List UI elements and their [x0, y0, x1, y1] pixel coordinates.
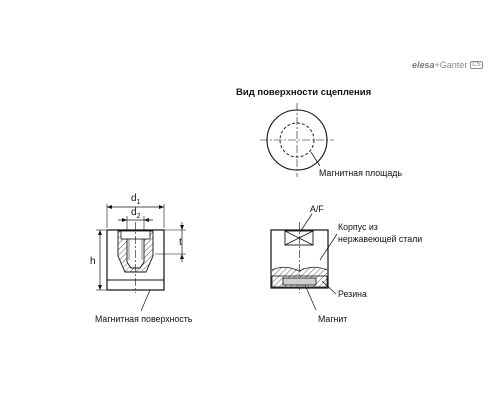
label-magnetic-surface: Магнитная поверхность	[95, 314, 193, 324]
magnet	[283, 278, 316, 285]
dim-d1: $d_1$	[131, 193, 141, 206]
label-housing-line2: нержавеющей стали	[338, 234, 423, 244]
label-af: A/F	[310, 204, 324, 214]
label-rubber: Резина	[338, 289, 367, 299]
brand-name-part1: elesa	[412, 60, 435, 70]
contact-surface-view	[260, 103, 334, 177]
leader-af	[300, 214, 312, 232]
housing-hatch	[272, 268, 327, 276]
leader-magnetic-surface	[141, 290, 150, 311]
dim-t: t	[179, 237, 182, 248]
side-view	[271, 214, 337, 310]
dim-d2: $d_2$	[131, 207, 141, 220]
label-housing-line1: Корпус из	[338, 222, 378, 232]
brand-name-part2: Ganter	[439, 60, 468, 70]
view-title: Вид поверхности сцепления	[236, 87, 372, 98]
dim-h: h	[90, 256, 96, 267]
label-magnetic-area: Магнитная площадь	[319, 168, 403, 178]
label-magnet: Магнит	[318, 314, 348, 324]
section-view	[96, 204, 186, 311]
brand-separator: +	[434, 60, 440, 70]
leader-magnet	[305, 285, 316, 310]
brand-badge: CS	[472, 62, 481, 68]
